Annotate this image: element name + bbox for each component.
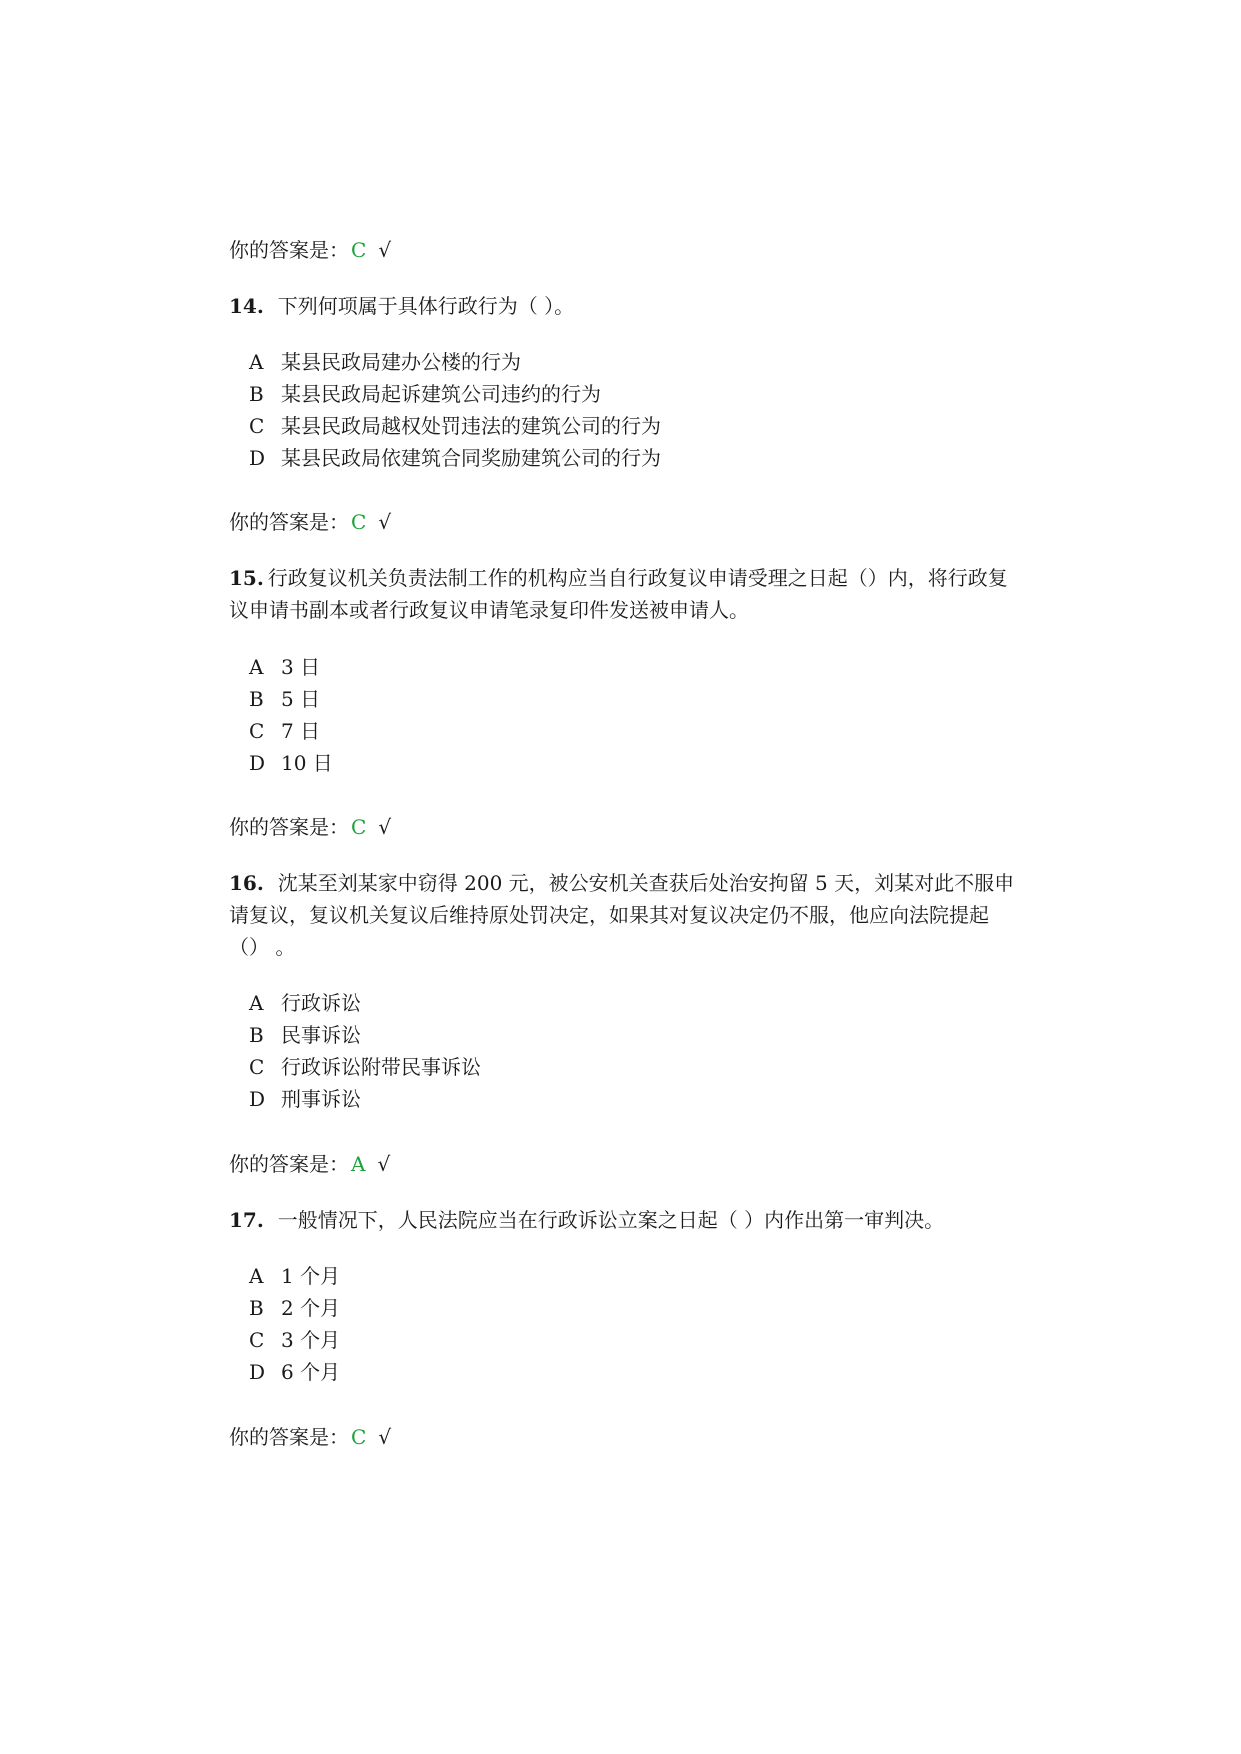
option-letter: A (249, 1264, 264, 1288)
option-15-a (249, 655, 320, 679)
option-text: 某县民政局建办公楼的行为 (281, 350, 521, 374)
option-text: 6 个月 (281, 1360, 341, 1384)
option-16-d (249, 1087, 361, 1111)
question-number: 17. (229, 1208, 264, 1232)
option-text: 10 日 (281, 751, 333, 775)
answer-value: C (351, 815, 367, 839)
option-16-a (249, 991, 361, 1015)
answer-value: C (351, 238, 367, 262)
answer-prefix: 你的答案是： (229, 1425, 349, 1449)
option-15-b (249, 687, 320, 711)
option-letter: D (249, 446, 266, 470)
option-letter: A (249, 991, 264, 1015)
answer-line-15 (229, 815, 391, 839)
answer-prefix: 你的答案是： (229, 1152, 349, 1176)
check-icon: √ (378, 1425, 392, 1449)
question-text: 沈某至刘某家中窃得 200 元，被公安机关查获后处治安拘留 5 天，刘某对此不服申 (277, 871, 1015, 895)
option-letter: B (249, 1296, 264, 1320)
option-16-c (249, 1055, 481, 1079)
question-17 (229, 1208, 944, 1232)
answer-value: C (351, 510, 367, 534)
option-14-d (249, 446, 661, 470)
option-letter: C (249, 719, 265, 743)
option-text: 5 日 (281, 687, 321, 711)
option-15-c (249, 719, 320, 743)
option-text: 行政诉讼 (281, 991, 361, 1015)
option-text: 刑事诉讼 (281, 1087, 361, 1111)
option-letter: C (249, 414, 265, 438)
answer-prefix: 你的答案是： (229, 238, 349, 262)
question-text: 一般情况下，人民法院应当在行政诉讼立案之日起（ ）内作出第一审判决。 (277, 1208, 945, 1232)
question-number: 14. (229, 294, 264, 318)
answer-line-14 (229, 510, 391, 534)
answer-value: A (351, 1152, 366, 1176)
option-letter: D (249, 1087, 266, 1111)
answer-line-17 (229, 1425, 391, 1449)
question-text: 请复议，复议机关复议后维持原处罚决定，如果其对复议决定仍不服，他应向法院提起 (229, 903, 989, 927)
answer-prefix: 你的答案是： (229, 815, 349, 839)
answer-line-13 (229, 238, 391, 262)
option-letter: A (249, 655, 264, 679)
question-16-line-3 (229, 935, 295, 959)
option-14-b (249, 382, 601, 406)
question-text: （） 。 (229, 935, 296, 959)
option-17-c (249, 1328, 340, 1352)
option-text: 某县民政局越权处罚违法的建筑公司的行为 (281, 414, 661, 438)
answer-prefix: 你的答案是： (229, 510, 349, 534)
answer-line-16 (229, 1152, 390, 1176)
question-15 (229, 566, 1008, 590)
option-text: 民事诉讼 (281, 1023, 361, 1047)
option-letter: D (249, 1360, 266, 1384)
option-14-a (249, 350, 521, 374)
option-16-b (249, 1023, 361, 1047)
question-number: 16. (229, 871, 264, 895)
question-text: 行政复议机关负责法制工作的机构应当自行政复议申请受理之日起（）内，将行政复 (267, 566, 1008, 590)
question-16 (229, 871, 1014, 895)
question-15-line-2 (229, 598, 749, 622)
option-letter: C (249, 1328, 265, 1352)
option-text: 2 个月 (281, 1296, 341, 1320)
option-17-d (249, 1360, 340, 1384)
option-letter: D (249, 751, 266, 775)
option-text: 行政诉讼附带民事诉讼 (281, 1055, 481, 1079)
question-16-line-2 (229, 903, 989, 927)
option-text: 某县民政局依建筑合同奖励建筑公司的行为 (281, 446, 661, 470)
option-letter: A (249, 350, 264, 374)
question-14 (229, 294, 574, 318)
question-number: 15. (229, 566, 264, 590)
option-14-c (249, 414, 661, 438)
option-text: 7 日 (281, 719, 321, 743)
question-text: 议申请书副本或者行政复议申请笔录复印件发送被申请人。 (229, 598, 749, 622)
option-text: 3 个月 (281, 1328, 341, 1352)
question-text: 下列何项属于具体行政行为（ ）。 (277, 294, 575, 318)
check-icon: √ (378, 510, 392, 534)
option-letter: B (249, 1023, 264, 1047)
check-icon: √ (378, 815, 392, 839)
option-letter: B (249, 382, 264, 406)
option-text: 某县民政局起诉建筑公司违约的行为 (281, 382, 601, 406)
option-text: 1 个月 (281, 1264, 341, 1288)
option-letter: B (249, 687, 264, 711)
option-15-d (249, 751, 333, 775)
answer-value: C (351, 1425, 367, 1449)
option-17-b (249, 1296, 340, 1320)
check-icon: √ (377, 1152, 391, 1176)
check-icon: √ (378, 238, 392, 262)
option-text: 3 日 (281, 655, 321, 679)
option-17-a (249, 1264, 340, 1288)
option-letter: C (249, 1055, 265, 1079)
